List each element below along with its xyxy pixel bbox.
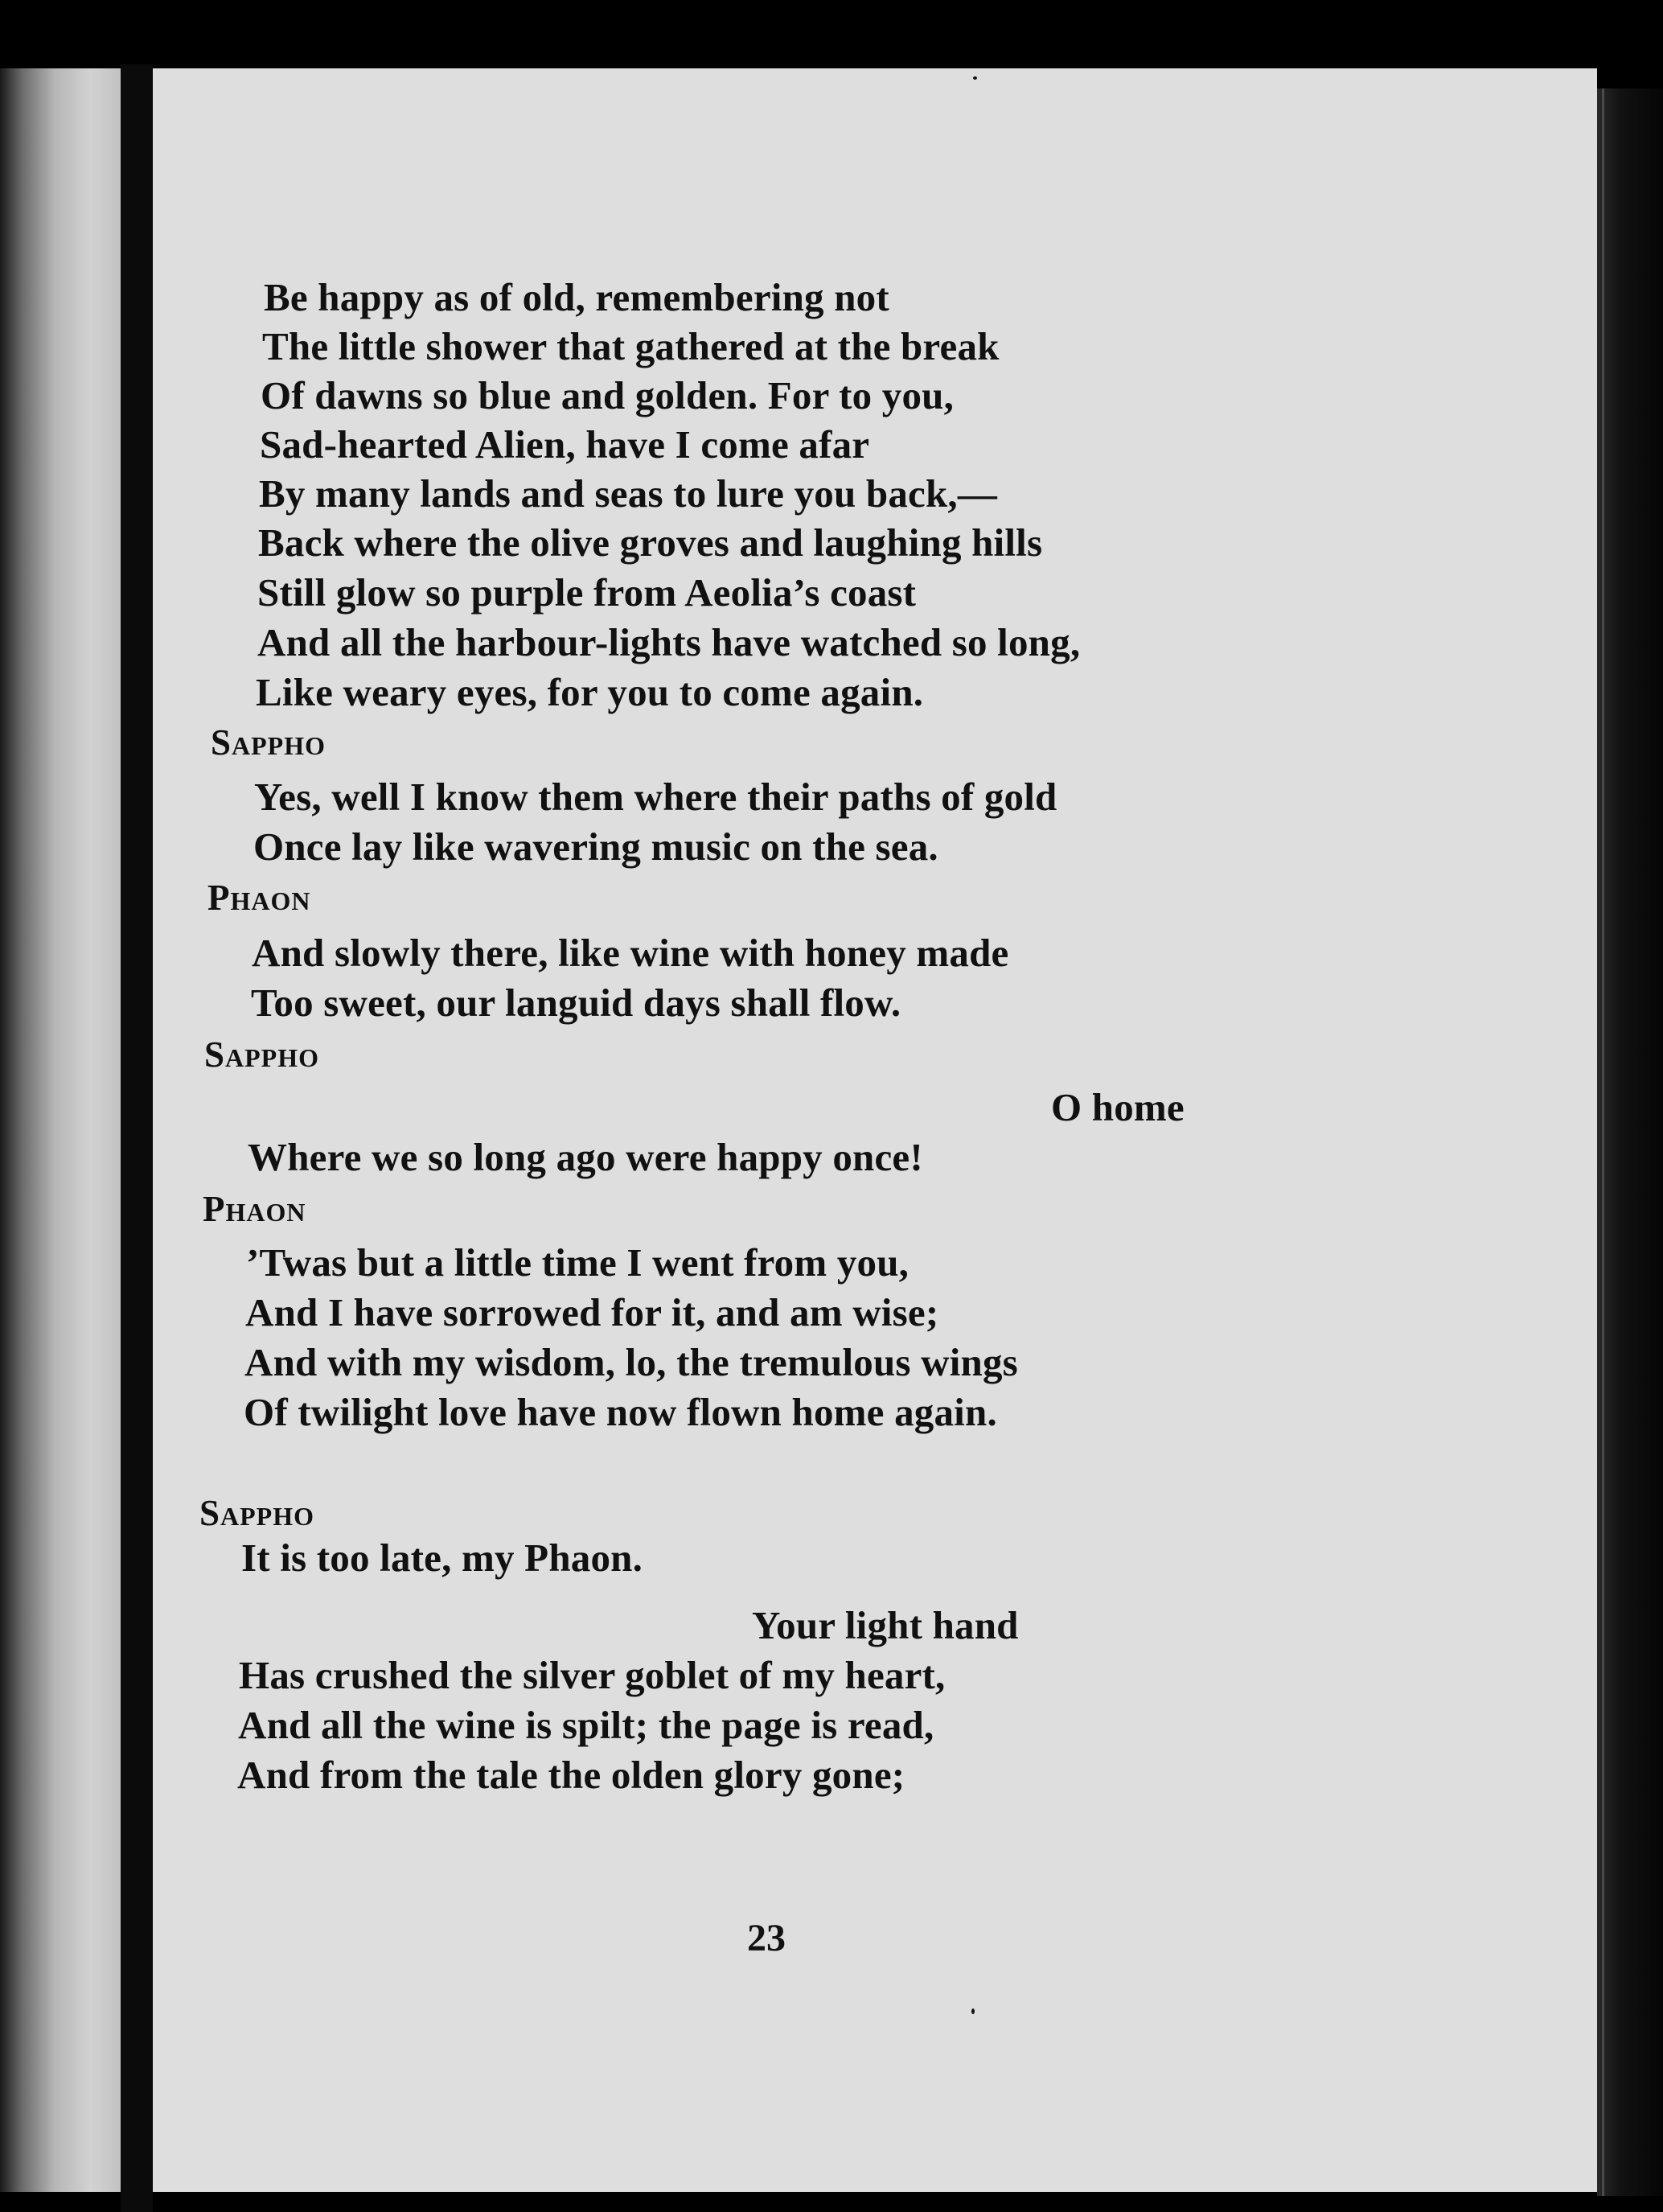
verse-line: Your light hand xyxy=(752,1603,1019,1647)
verse-line: Sad-hearted Alien, have I come afar xyxy=(260,422,870,467)
speaker-name: Phaon xyxy=(203,1189,306,1229)
verse-line: ’Twas but a little time I went from you, xyxy=(246,1240,910,1285)
verse-line: Back where the olive groves and laughing hills xyxy=(258,520,1043,565)
verse-line: The little shower that gathered at the break xyxy=(262,324,1000,368)
verse-line: By many lands and seas to lure you back,— xyxy=(259,471,998,516)
speaker-name: Sappho xyxy=(204,1034,320,1075)
verse-line: Like weary eyes, for you to come again. xyxy=(256,670,924,714)
speaker-name: Phaon xyxy=(207,878,311,918)
verse-line: Where we so long ago were happy once! xyxy=(248,1135,923,1179)
verse-line: Of dawns so blue and golden. For to you, xyxy=(261,373,955,417)
verse-line: Be happy as of old, remembering not xyxy=(264,275,889,319)
verse-line: And from the tale the olden glory gone; xyxy=(237,1753,905,1797)
verse-line: And all the wine is spilt; the page is read, xyxy=(238,1703,934,1747)
verse-line: Still glow so purple from Aeolia’s coast xyxy=(257,570,917,615)
verse-line: Of twilight love have now flown home again. xyxy=(244,1390,997,1434)
verse-line: And I have sorrowed for it, and am wise; xyxy=(245,1290,939,1334)
page-number: 23 xyxy=(747,1917,786,1959)
speaker-name: Sappho xyxy=(211,722,326,763)
verse-line: Yes, well I know them where their paths of gold xyxy=(254,775,1057,819)
poem-text xyxy=(153,68,1597,2192)
verse-line: O home xyxy=(1051,1085,1185,1129)
verse-line: Once lay like wavering music on the sea. xyxy=(253,824,938,869)
book-back-edge xyxy=(1597,88,1663,2196)
verse-line: Has crushed the silver goblet of my heart, xyxy=(239,1653,946,1697)
facing-page-edge xyxy=(0,68,121,2192)
verse-line: It is too late, my Phaon. xyxy=(241,1536,643,1580)
verse-line: And slowly there, like wine with honey made xyxy=(252,931,1009,975)
book-page xyxy=(153,68,1597,2192)
verse-line: And all the harbour-lights have watched so long, xyxy=(257,620,1081,664)
verse-line: Too sweet, our languid days shall flow. xyxy=(251,981,901,1025)
speaker-name: Sappho xyxy=(199,1493,315,1533)
book-gutter xyxy=(121,64,153,2212)
verse-line: And with my wisdom, lo, the tremulous wings xyxy=(244,1340,1018,1384)
